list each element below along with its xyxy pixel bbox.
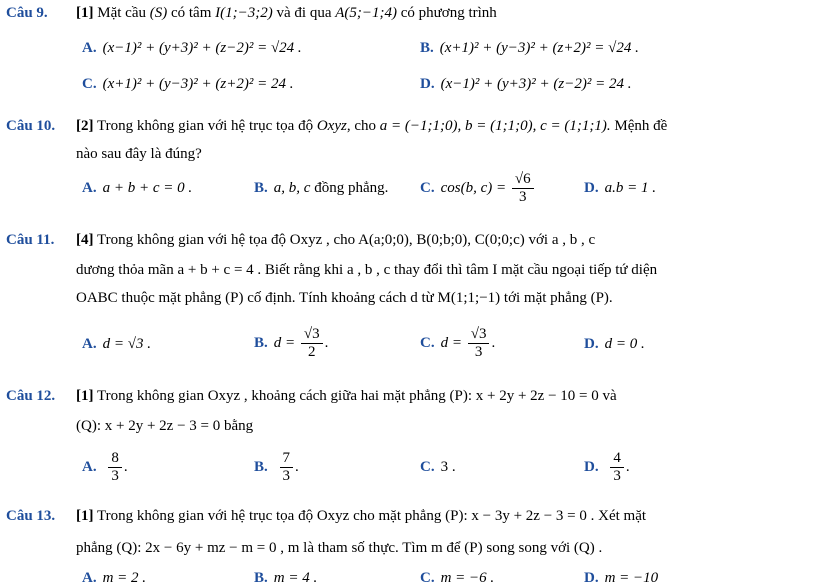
q13-option-b[interactable]: B. m = 4 . — [254, 570, 318, 586]
q13-option-d[interactable]: D. m = −10 — [584, 570, 659, 586]
q9-option-d[interactable]: D. (x−1)² + (y+3)² + (z−2)² = 24 . — [420, 76, 632, 92]
q11-option-c[interactable]: C. d = $\frac{√3}{3}$ . — [420, 326, 496, 361]
q9-option-a[interactable]: A. (x−1)² + (y+3)² + (z−2)² = √24 . — [82, 40, 302, 56]
q12-option-b[interactable]: B. $\frac{7}{3}$ . — [254, 450, 299, 485]
question-9-level: [1] — [76, 5, 94, 21]
question-12-stem-line1: [1] Trong không gian Oxyz , khoảng cách giữa hai mặt phẳng (P): x + 2y + 2z − 10 = 0 và — [76, 388, 617, 404]
question-12-stem-line2: (Q): x + 2y + 2z − 3 = 0 bằng — [76, 418, 254, 434]
question-11-number: Câu 11. — [6, 232, 55, 248]
question-12-number: Câu 12. — [6, 388, 56, 404]
question-10-stem-line1: [2] Trong không gian với hệ trục tọa độ Oxyz, cho a = (−1;1;0), b = (1;1;0), c = (1;1;1). Mệnh đề — [76, 118, 668, 134]
question-9-stem: [1] Mặt cầu (S) có tâm I(1;−3;2) và đi qua A(5;−1;4) có phương trình — [76, 5, 497, 21]
q12-a-fraction: $\frac{8}{3}$ — [108, 450, 122, 485]
q11-option-a[interactable]: A. d = √3 . — [82, 336, 151, 352]
q13-option-c[interactable]: C. m = −6 . — [420, 570, 495, 586]
q9-option-b[interactable]: B. (x+1)² + (y−3)² + (z+2)² = √24 . — [420, 40, 639, 56]
question-11-stem-line2: dương thỏa mãn a + b + c = 4 . Biết rằng khi a , b , c thay đổi thì tâm I mặt cầu ngoại tiếp tứ diện — [76, 262, 658, 278]
question-13-stem-line2: phẳng (Q): 2x − 6y + mz − m = 0 , m là tham số thực. Tìm m để (P) song song với (Q) . — [76, 540, 603, 556]
q11-option-d[interactable]: D. d = 0 . — [584, 336, 645, 352]
q11-b-fraction: $\frac{√3}{2}$ — [301, 326, 323, 361]
q12-option-d[interactable]: D. $\frac{4}{3}$ . — [584, 450, 630, 485]
question-10-stem-line2: nào sau đây là đúng? — [76, 146, 202, 162]
q12-option-c[interactable]: C. 3 . — [420, 459, 456, 475]
question-11-stem-line1: [4] Trong không gian với hệ tọa độ Oxyz , cho A(a;0;0), B(0;b;0), C(0;0;c) với a , b , c — [76, 232, 596, 248]
q12-d-fraction: $\frac{4}{3}$ — [610, 450, 624, 485]
question-13-stem-line1: [1] Trong không gian với hệ trục tọa độ Oxyz cho mặt phẳng (P): x − 3y + 2z − 3 = 0 . Xét mặt — [76, 508, 647, 524]
q11-option-b[interactable]: B. d = $\frac{√3}{2}$ . — [254, 326, 329, 361]
question-10-number: Câu 10. — [6, 118, 56, 134]
q10-option-c[interactable]: C. cos(b, c) = $\frac{√6}{3}$ — [420, 166, 536, 210]
question-9-number: Câu 9. — [6, 5, 48, 21]
q12-option-a[interactable]: A. $\frac{8}{3}$ . — [82, 450, 128, 485]
q10-option-d[interactable]: D. a.b = 1 . — [584, 180, 656, 196]
q9-option-c[interactable]: C. (x+1)² + (y−3)² + (z+2)² = 24 . — [82, 76, 294, 92]
q11-c-fraction: $\frac{√3}{3}$ — [468, 326, 490, 361]
q12-b-fraction: $\frac{7}{3}$ — [280, 450, 294, 485]
question-13-number: Câu 13. — [6, 508, 56, 524]
q10-option-b[interactable]: B. a, b, c đồng phẳng. — [254, 180, 389, 196]
q13-option-a[interactable]: A. m = 2 . — [82, 570, 147, 586]
question-11-stem-line3: OABC thuộc mặt phẳng (P) cố định. Tính khoảng cách d từ M(1;1;−1) tới mặt phẳng (P). — [76, 290, 613, 306]
q10-c-fraction: $\frac{√6}{3}$ — [512, 171, 534, 206]
q10-option-a[interactable]: A. a + b + c = 0 . — [82, 180, 193, 196]
